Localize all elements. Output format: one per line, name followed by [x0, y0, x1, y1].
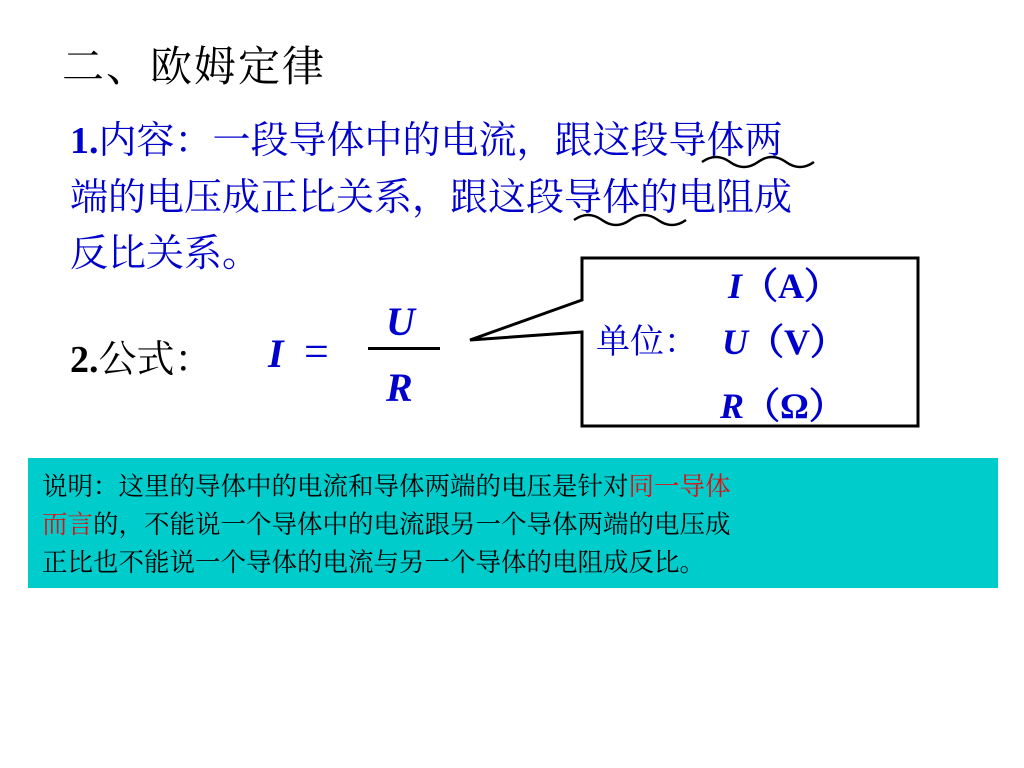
unit-value: V [784, 322, 811, 362]
wavy-underline-2 [572, 208, 692, 228]
unit-row-resistance: R（Ω） [720, 385, 845, 427]
note-line-1 [42, 468, 984, 506]
formula-label-text: 公式： [98, 337, 213, 381]
fraction-bar [368, 347, 440, 350]
content-text-1a: 内容：一段导体中的电流，跟 [98, 118, 593, 162]
formula-label [70, 328, 213, 383]
unit-value: A [778, 266, 805, 306]
unit-row-voltage: U（V） [722, 321, 847, 363]
unit-symbol: U [722, 322, 748, 362]
formula-denominator-resistance: R [386, 365, 413, 410]
content-number: 1. [70, 120, 99, 162]
formula-current-symbol: I [268, 331, 284, 376]
note-text-1a: 说明：这里的导体中的电流和导体两端的电压是针对 [42, 472, 629, 502]
content-text-1c: 导体两 [668, 118, 783, 162]
note-emphasis-regard: 而言 [42, 510, 94, 540]
unit-value: Ω [780, 386, 809, 426]
content-text-2a: 端的电压成正比关系，跟 [70, 175, 489, 219]
formula-numerator-voltage: U [386, 299, 415, 344]
unit-row-current: I（A） [728, 265, 841, 307]
units-label: 单位： [596, 322, 698, 362]
content-text-2c: 导体的电阻成 [564, 175, 793, 219]
note-emphasis-same-conductor: 同一导体 [628, 472, 731, 502]
wavy-underline-1 [700, 150, 816, 170]
note-box [28, 458, 998, 588]
note-line-2 [42, 506, 984, 544]
formula-number: 2. [70, 339, 99, 381]
unit-symbol: R [720, 386, 745, 426]
note-line-3: 正比也不能说一个导体的电流与另一个导体的电阻成反比。 [42, 548, 706, 578]
content-line-3: 反比关系。 [70, 231, 261, 275]
slide-title: 二、欧姆定律 [62, 42, 327, 91]
content-line-1 [70, 112, 950, 169]
unit-symbol: I [728, 266, 743, 306]
formula-equals-sign: = [304, 327, 329, 376]
emphasis-this-segment-1: 这段 [592, 118, 669, 162]
note-text-2b: 的，不能说一个导体中的电流跟另一个导体两端的电压成 [93, 510, 731, 540]
emphasis-this-segment-2: 这段 [488, 175, 565, 219]
content-line-2 [70, 169, 950, 225]
